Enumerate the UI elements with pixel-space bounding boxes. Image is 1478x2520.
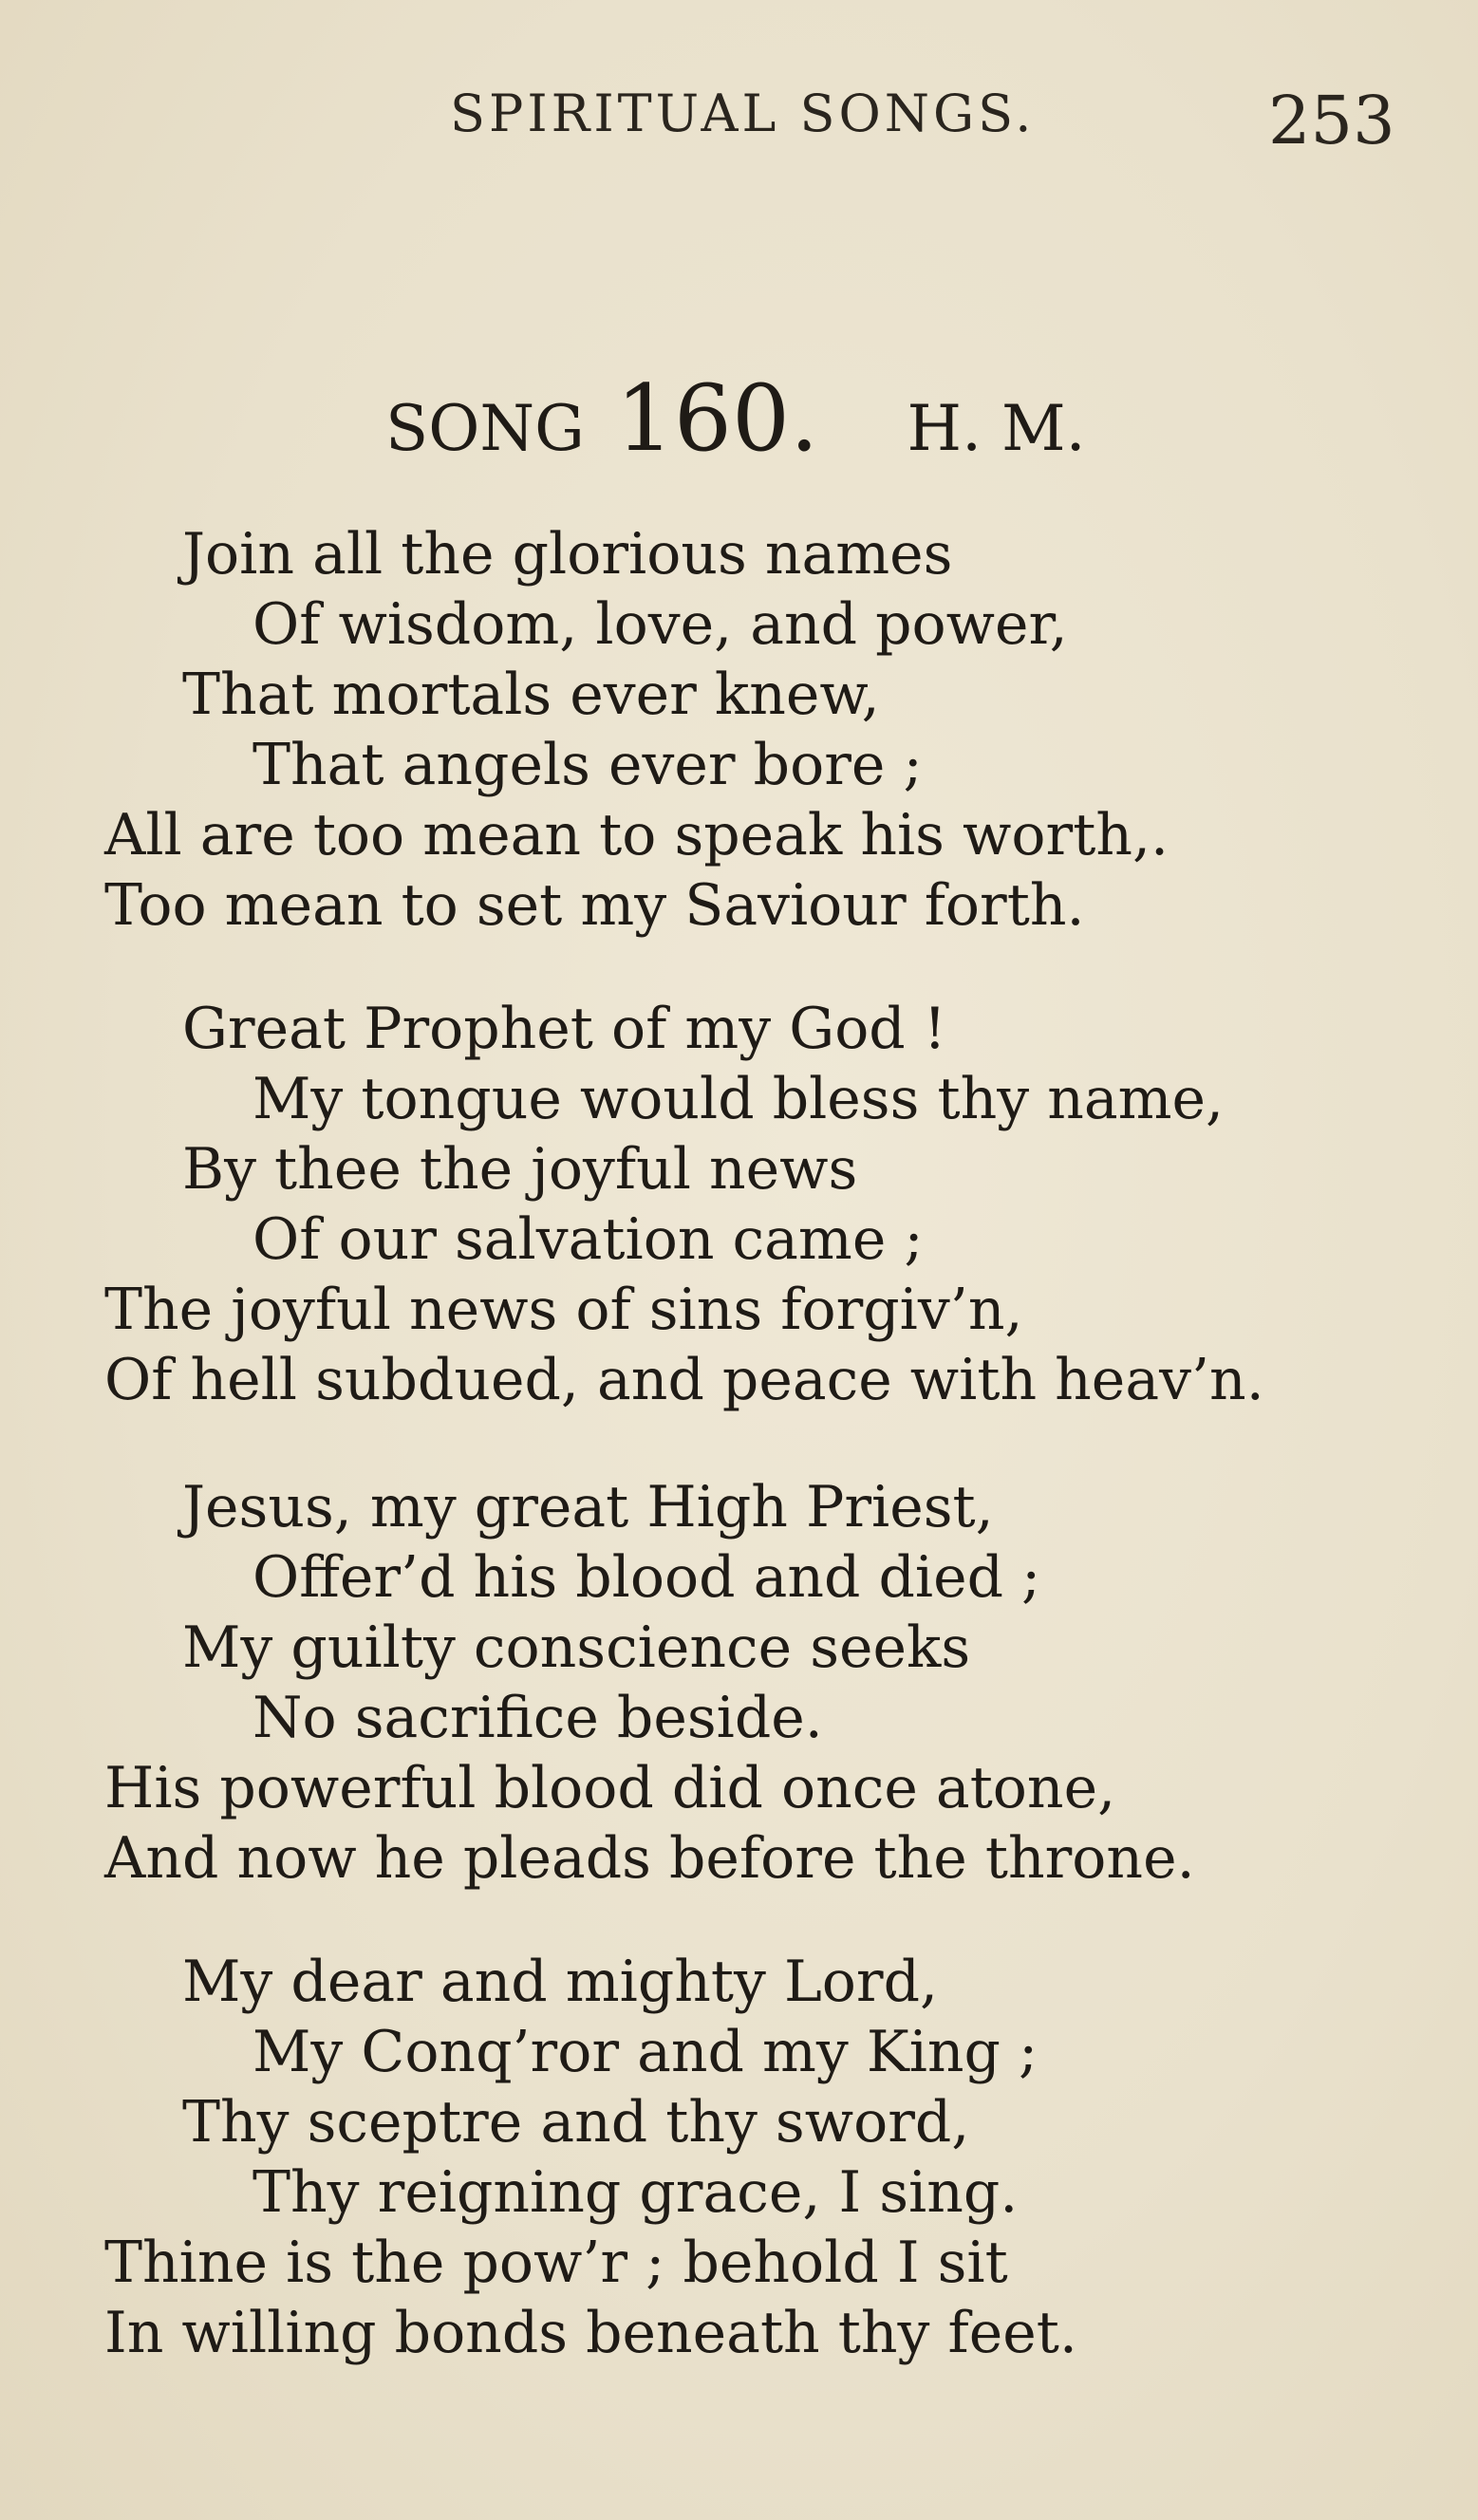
song-label: SONG (385, 392, 585, 465)
verse-line: Thy reigning grace, I sing. (253, 2159, 1019, 2226)
verse-line: My guilty conscience seeks (182, 1615, 971, 1681)
verse-line: And now he pleads before the throne. (104, 1825, 1195, 1892)
verse-line: My dear and mighty Lord, (182, 1949, 939, 2015)
song-heading (385, 365, 1086, 472)
verse-line: Thine is the pow’r ; behold I sit (104, 2230, 1008, 2296)
verse-line: My Conq’ror and my King ; (253, 2019, 1038, 2085)
verse-line: Of wisdom, love, and power, (253, 591, 1068, 658)
verse-line: My tongue would bless thy name, (253, 1066, 1225, 1132)
verse-line: All are too mean to speak his worth,. (104, 802, 1169, 868)
verse-line: His powerful blood did once atone, (104, 1755, 1116, 1821)
verse-line: Of our salvation came ; (253, 1206, 924, 1273)
verse-line: Thy sceptre and thy sword, (182, 2089, 970, 2156)
verse-line: Offer’d his blood and died ; (253, 1544, 1041, 1611)
verse-line: No sacrifice beside. (253, 1685, 823, 1751)
verse-line: By thee the joyful news (182, 1136, 858, 1203)
verse-line: In willing bonds beneath thy feet. (104, 2300, 1077, 2366)
song-meter: H. M. (907, 392, 1086, 465)
verse-line: Of hell subdued, and peace with heav’n. (104, 1347, 1264, 1413)
song-number: 160. (615, 365, 819, 472)
running-title: SPIRITUAL SONGS. (450, 84, 1036, 143)
verse-line: Great Prophet of my God ! (182, 996, 946, 1062)
verse-line: Too mean to set my Saviour forth. (104, 872, 1085, 939)
page-number: 253 (1268, 82, 1395, 159)
verse-line: That angels ever bore ; (253, 732, 923, 798)
verse-line: The joyful news of sins forgiv’n, (104, 1277, 1023, 1343)
verse-line: That mortals ever knew, (182, 662, 880, 728)
verse-line: Join all the glorious names (182, 521, 953, 588)
verse-line: Jesus, my great High Priest, (182, 1474, 994, 1540)
